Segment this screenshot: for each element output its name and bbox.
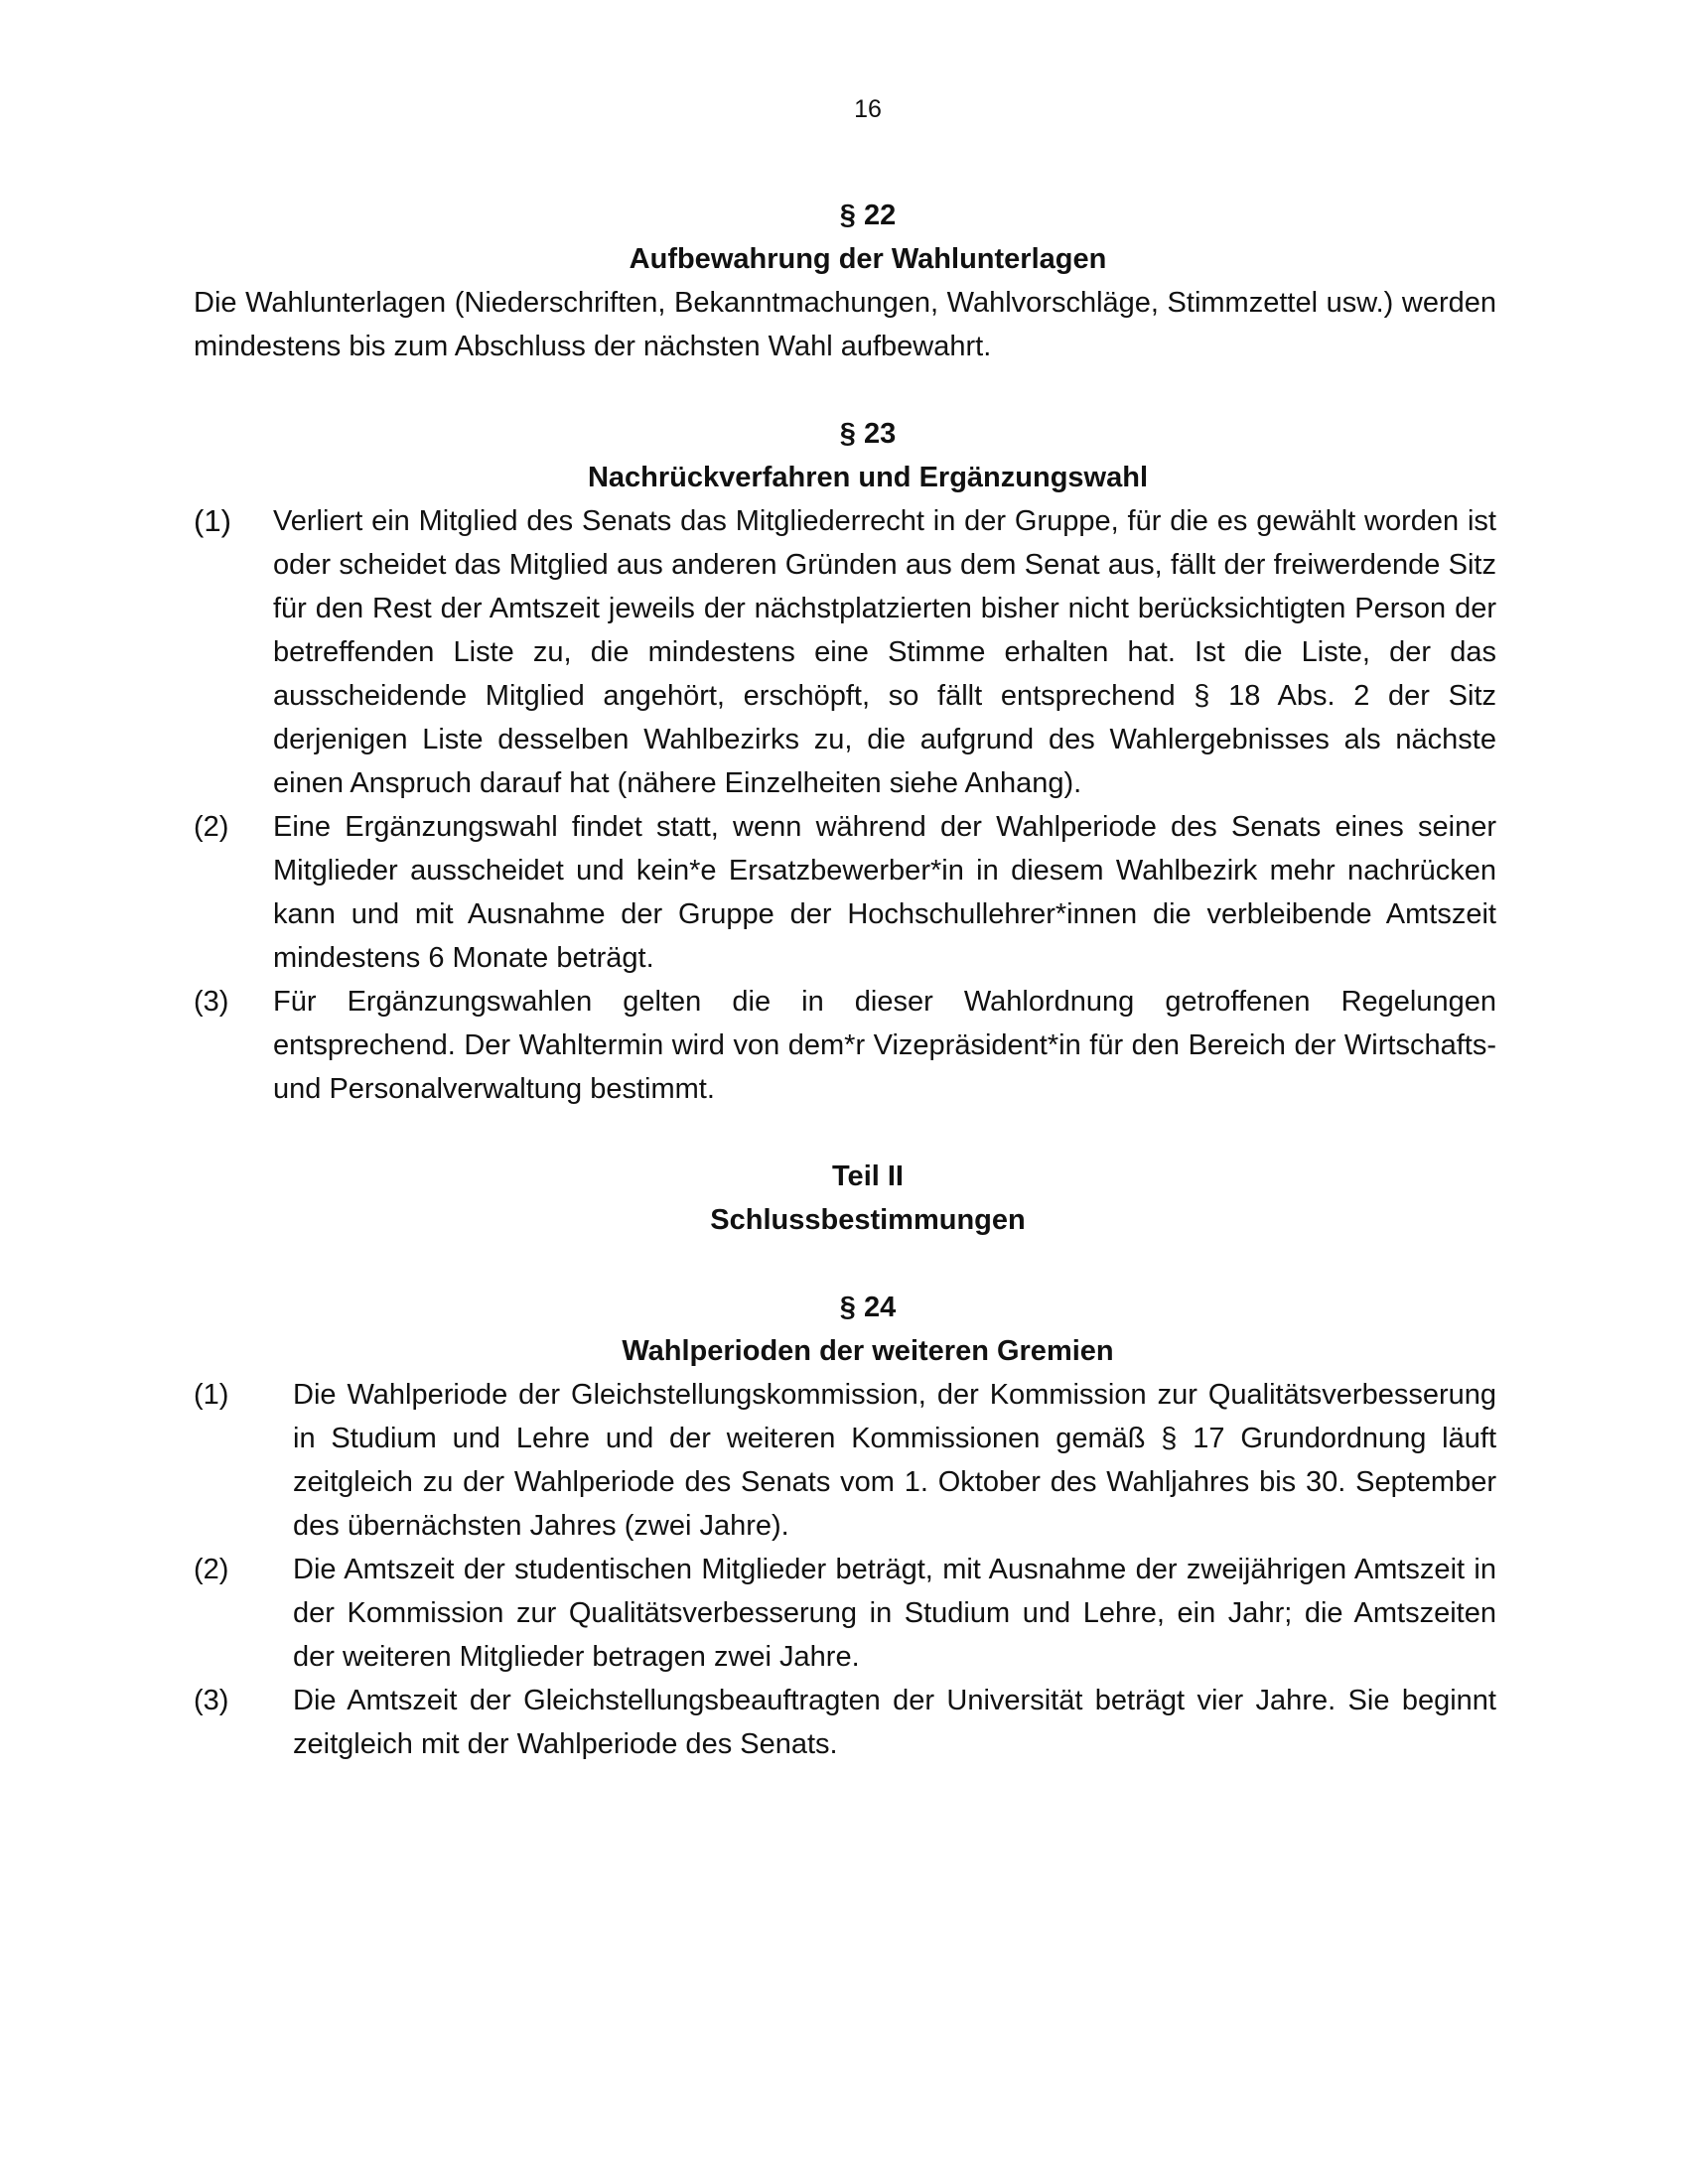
item-number: (3) [194, 986, 229, 1018]
spacer [194, 368, 1496, 412]
spacer [194, 1111, 1496, 1155]
section-23 [194, 412, 1496, 1111]
list-item [194, 805, 1496, 980]
section-24-list [194, 1373, 1496, 1766]
section-24-title: Wahlperioden der weiteren Gremien [622, 1335, 1114, 1367]
item-text: Für Ergänzungswahlen gelten die in dieser Wahlordnung getroffenen Regelungen entsprechend. Der Wahltermin wird von dem*r Vizepräsident*in für den Bereich der Wirtschafts- und Personalverwaltung bestimmt. [273, 986, 1496, 1105]
list-item [194, 1373, 1496, 1548]
section-22-text: Die Wahlunterlagen (Niederschriften, Bekanntmachungen, Wahlvorschläge, Stimmzettel usw.) werden mindestens bis zum Abschluss der nächsten Wahl aufbewahrt. [194, 287, 1496, 362]
item-number: (1) [194, 503, 231, 538]
item-number: (3) [194, 1685, 229, 1716]
section-24 [194, 1286, 1496, 1766]
list-item [194, 980, 1496, 1111]
section-24-number: § 24 [839, 1292, 897, 1323]
section-22 [194, 194, 1496, 368]
page-number: 16 [854, 95, 882, 123]
item-number: (2) [194, 811, 229, 843]
spacer [194, 1242, 1496, 1286]
list-item [194, 1548, 1496, 1679]
section-23-list [194, 499, 1496, 1111]
item-text: Die Wahlperiode der Gleichstellungskommission, der Kommission zur Qualitätsverbesserung in Studium und Lehre und der weiteren Kommissionen gemäß § 17 Grundordnung läuft zeitgleich zu der Wahlperiode des Senats vom 1. Oktober des Wahljahres bis 30. September des übernächsten Jahres (zwei Jahre). [293, 1379, 1496, 1542]
document-page [194, 94, 1496, 1766]
section-22-number: § 22 [839, 200, 897, 231]
part-2 [194, 1155, 1496, 1242]
item-number: (1) [194, 1379, 229, 1411]
item-text: Die Amtszeit der studentischen Mitglieder beträgt, mit Ausnahme der zweijährigen Amtszeit in der Kommission zur Qualitätsverbesserung in Studium und Lehre, ein Jahr; die Amtszeiten der weiteren Mitglieder betragen zwei Jahre. [293, 1554, 1496, 1673]
item-number: (2) [194, 1554, 229, 1585]
section-22-title: Aufbewahrung der Wahlunterlagen [629, 243, 1107, 275]
section-23-number: § 23 [839, 418, 897, 450]
item-text: Verliert ein Mitglied des Senats das Mitgliederrecht in der Gruppe, für die es gewählt worden ist oder scheidet das Mitglied aus anderen Gründen aus dem Senat aus, fällt der freiwerdende Sitz für den Rest der Amtszeit jeweils der nächstplatzierten bisher nicht berücksichtigten Person der betreffenden Liste zu, die mindestens eine Stimme erhalten hat. Ist die Liste, der das ausscheidende Mitglied angehört, erschöpft, so fällt entsprechend § 18 Abs. 2 der Sitz derjenigen Liste desselben Wahlbezirks zu, die aufgrund des Wahlergebnisses als nächste einen Anspruch darauf hat (nähere Einzelheiten siehe Anhang). [273, 505, 1496, 799]
list-item [194, 1679, 1496, 1766]
section-23-title: Nachrückverfahren und Ergänzungswahl [587, 462, 1148, 493]
item-text: Eine Ergänzungswahl findet statt, wenn während der Wahlperiode des Senats eines seiner Mitglieder ausscheidet und kein*e Ersatzbewerber*in in diesem Wahlbezirk mehr nachrücken kann und mit Ausnahme der Gruppe der Hochschullehrer*innen die verbleibende Amtszeit mindestens 6 Monate beträgt. [273, 811, 1496, 974]
list-item [194, 499, 1496, 805]
part-2-title: Schlussbestimmungen [710, 1204, 1026, 1236]
part-2-label: Teil II [832, 1160, 904, 1192]
item-text: Die Amtszeit der Gleichstellungsbeauftragten der Universität beträgt vier Jahre. Sie beginnt zeitgleich mit der Wahlperiode des Senats. [293, 1685, 1496, 1760]
